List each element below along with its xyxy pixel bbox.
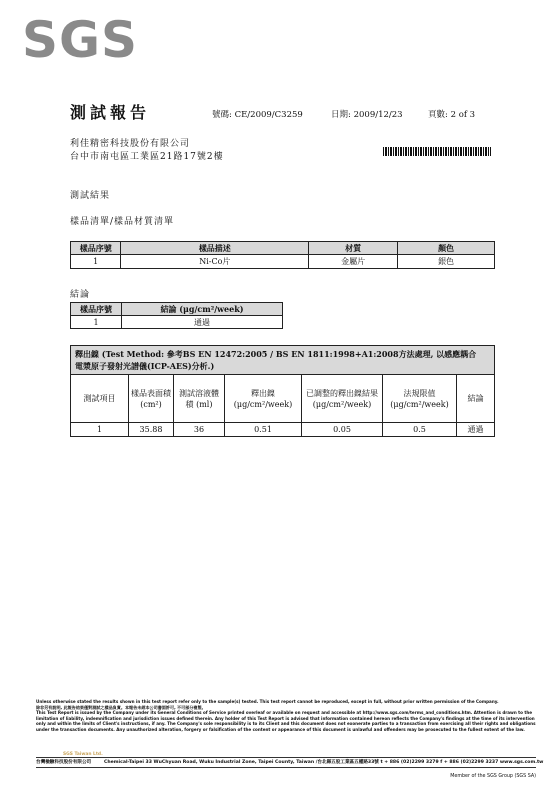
sgs-logo: SGS <box>22 11 139 69</box>
conclusion-table-header: 樣品序號 <box>71 303 122 316</box>
barcode <box>383 147 491 156</box>
sample-table-header: 顏色 <box>398 242 495 255</box>
conclusion-table <box>70 302 283 329</box>
section-sample-list: 樣品清單/樣品材質清單 <box>70 217 175 227</box>
table-cell: 36 <box>174 423 225 437</box>
footer-company-cn: 台灣檢驗科技股份有限公司 <box>36 760 92 765</box>
release-table-header: 樣品表面積 (cm²) <box>129 375 174 423</box>
table-cell: 1 <box>71 316 122 329</box>
table-cell: 金屬片 <box>309 255 398 269</box>
sample-table-header: 樣品描述 <box>121 242 309 255</box>
release-table-header: 釋出鎳 (μg/cm²/week) <box>225 375 302 423</box>
table-cell: 0.05 <box>302 423 383 437</box>
footer-brand: SGS Taiwan Ltd. <box>63 752 103 757</box>
release-table-header: 測試項目 <box>71 375 129 423</box>
release-table-header: 結論 <box>457 375 495 423</box>
sample-table-header: 樣品序號 <box>71 242 121 255</box>
client-name: 利佳精密科技股份有限公司 <box>70 139 191 149</box>
table-cell: 0.5 <box>383 423 457 437</box>
report-date: 日期: 2009/12/23 <box>331 110 403 120</box>
table-row <box>71 316 283 329</box>
report-number: 號碼: CE/2009/C3259 <box>212 110 303 120</box>
footer-address: Chemical-Taipei 33 WuChyuan Road, Wuku Industrial Zone, Taipei County, Taiwan /台北縣五股工業區五權路33號 t + 886 (02)2299 3279 f + 886 (02)2299 3237 www.sgs.com.tw <box>104 760 544 765</box>
release-table-header: 測試溶液體積 (ml) <box>174 375 225 423</box>
table-row <box>71 255 495 269</box>
nickel-release-table <box>70 345 495 437</box>
table-cell: 0.51 <box>225 423 302 437</box>
sample-table-header: 材質 <box>309 242 398 255</box>
table-cell: Ni-Co片 <box>121 255 309 269</box>
table-cell: 通過 <box>457 423 495 437</box>
release-table-header: 已調整的釋出鎳結果 (μg/cm²/week) <box>302 375 383 423</box>
table-cell: 1 <box>71 255 121 269</box>
table-cell: 1 <box>71 423 129 437</box>
section-results: 測試結果 <box>70 191 111 201</box>
conclusion-table-header: 結論 (μg/cm²/week) <box>122 303 283 316</box>
table-cell: 35.88 <box>129 423 174 437</box>
table-cell: 銀色 <box>398 255 495 269</box>
sample-table <box>70 241 495 269</box>
footer-divider <box>36 767 536 768</box>
release-table-header: 法規限值 (μg/cm²/week) <box>383 375 457 423</box>
footer-disclaimer: Unless otherwise stated the results shown in this test report refer only to the sample(s) tested. This test report cannot be reproduced, except in full, without prior written permission of the Company. 除非另有說明, 此報告結果僅對測試之樣品負責。本報告未經本公司書面許可, 不可部分複製。 This Test Report is issued by the Company under its General Conditions of Service printed overleaf or available on request and accessible at http://www.sgs.com/terms_and_conditions.htm. Attention is drawn to the limitation of liability, indemnification and jurisdiction issues defined therein. Any holder of this Test Report is advised that information contained hereon reflects the Company's findings at the time of its intervention only and within the limits of Client's instructions, if any. The Company's sole responsibility is to its Client and this document does not exonerate parties to a transaction from exercising all their rights and obligations under the transaction documents. Any unauthorized alteration, forgery or falsification of the content or appearance of this document is unlawful and offenders may be prosecuted to the fullest extent of the law. <box>36 699 536 732</box>
test-method-note: 釋出鎳 (Test Method: 參考BS EN 12472:2005 / BS EN 1811:1998+A1:2008方法處理, 以感應耦合 電漿原子發射光譜儀(ICP-AES)分析.) <box>71 346 495 375</box>
page-title: 測試報告 <box>70 103 151 122</box>
client-address: 台中市南屯區工業區21路17號2樓 <box>70 152 224 162</box>
footer-divider <box>36 757 536 758</box>
section-conclusion: 結論 <box>70 290 91 300</box>
page-number: 頁數: 2 of 3 <box>428 110 476 120</box>
table-cell: 通過 <box>122 316 283 329</box>
table-row <box>71 423 495 437</box>
footer-member: Member of the SGS Group (SGS SA) <box>450 774 536 779</box>
